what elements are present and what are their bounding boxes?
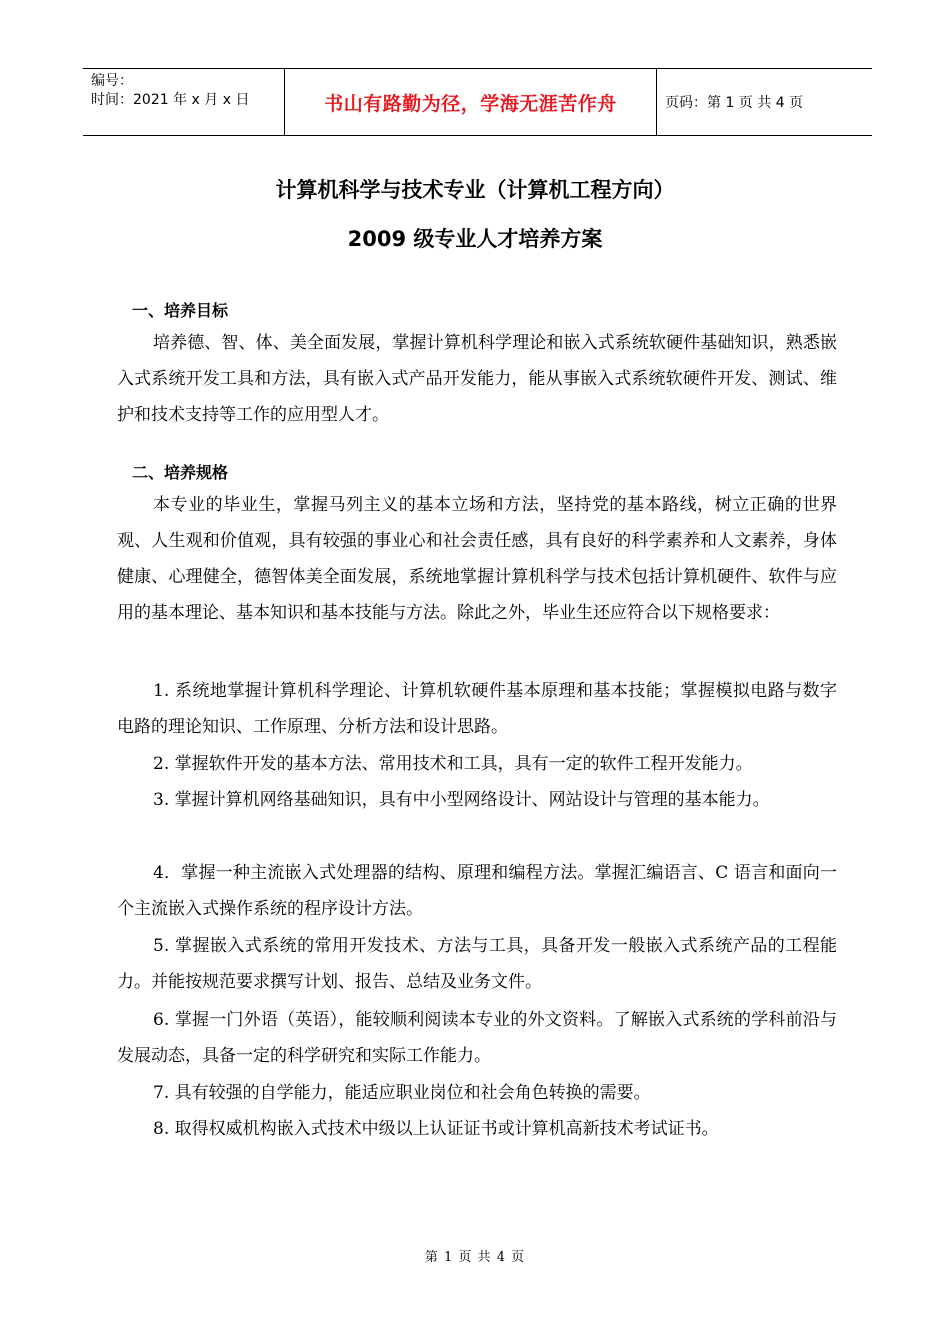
time-label: 时间：2021 年 x 月 x 日 [91, 92, 250, 108]
page-footer: 第 1 页 共 4 页 [424, 1250, 526, 1265]
section-heading-spec: 二、培养规格 [132, 463, 229, 482]
spec-item-4: 4．掌握一种主流嵌入式处理器的结构、原理和编程方法。掌握汇编语言、C 语言和面向一个主流嵌入式操作系统的程序设计方法。 [117, 863, 837, 919]
section-heading-goal: 一、培养目标 [132, 301, 229, 320]
number-label: 编号： [91, 73, 133, 89]
header-motto: 书山有路勤为径，学海无涯苦作舟 [284, 69, 657, 135]
spec-item-3: 3. 掌握计算机网络基础知识，具有中小型网络设计、网站设计与管理的基本能力。 [153, 790, 770, 810]
page-header [83, 68, 872, 136]
spec-item-5: 5. 掌握嵌入式系统的常用开发技术、方法与工具，具备开发一般嵌入式系统产品的工程能力。并能按规范要求撰写计划、报告、总结及业务文件。 [117, 936, 837, 992]
document-subtitle: 2009 级专业人才培养方案 [347, 227, 603, 251]
spec-item-6: 6. 掌握一门外语（英语），能较顺利阅读本专业的外文资料。了解嵌入式系统的学科前沿与发展动态，具备一定的科学研究和实际工作能力。 [117, 1010, 837, 1066]
spec-item-8: 8. 取得权威机构嵌入式技术中级以上认证证书或计算机高新技术考试证书。 [153, 1119, 719, 1139]
header-info [83, 69, 284, 135]
spec-intro-paragraph: 本专业的毕业生，掌握马列主义的基本立场和方法，坚持党的基本路线，树立正确的世界观、人生观和价值观，具有较强的事业心和社会责任感，具有良好的科学素养和人文素养，身体健康、心理健全，德智体美全面发展，系统地掌握计算机科学与技术包括计算机硬件、软件与应用的基本理论、基本知识和基本技能与方法。除此之外，毕业生还应符合以下规格要求： [117, 495, 837, 623]
header-page-label: 页码：第 1 页 共 4 页 [665, 95, 804, 111]
goal-paragraph: 培养德、智、体、美全面发展，掌握计算机科学理论和嵌入式系统软硬件基础知识，熟悉嵌入式系统开发工具和方法，具有嵌入式产品开发能力，能从事嵌入式系统软硬件开发、测试、维护和技术支持等工作的应用型人才。 [117, 333, 837, 425]
spec-item-7: 7. 具有较强的自学能力，能适应职业岗位和社会角色转换的需要。 [153, 1083, 651, 1103]
spec-item-1: 1. 系统地掌握计算机科学理论、计算机软硬件基本原理和基本技能；掌握模拟电路与数字电路的理论知识、工作原理、分析方法和设计思路。 [117, 681, 837, 737]
document-title: 计算机科学与技术专业（计算机工程方向） [275, 178, 675, 202]
spec-item-2: 2. 掌握软件开发的基本方法、常用技术和工具，具有一定的软件工程开发能力。 [153, 754, 753, 774]
